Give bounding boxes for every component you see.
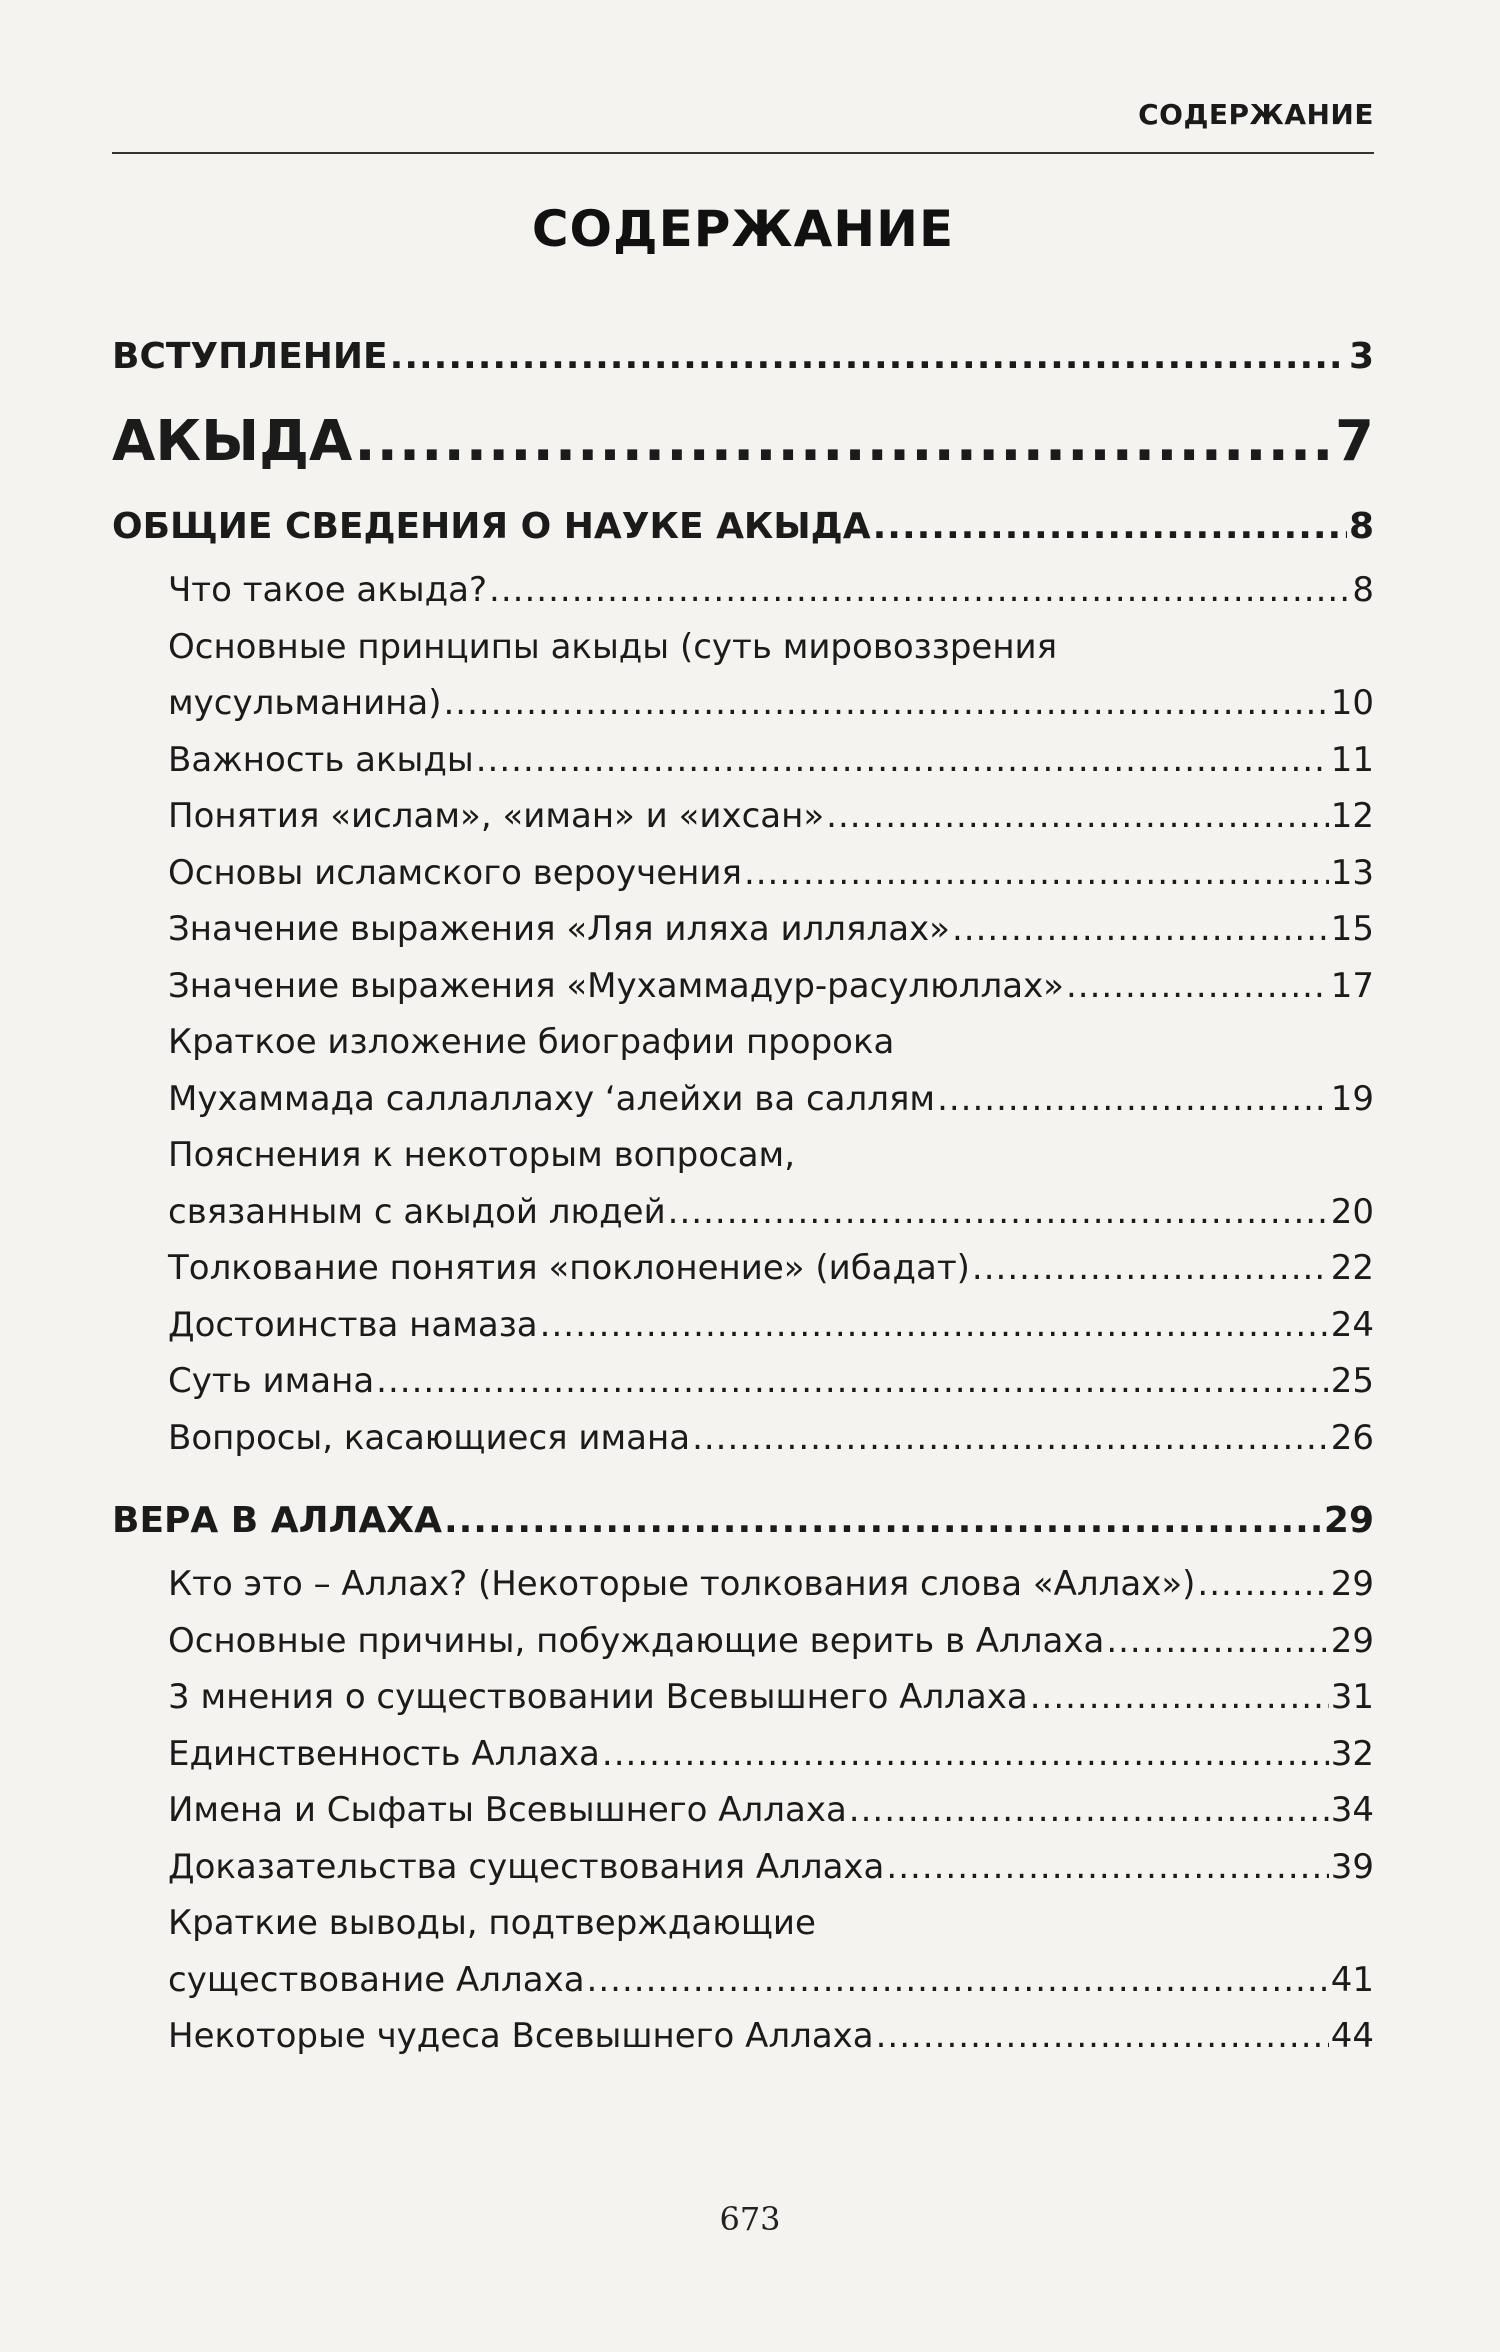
- table-of-contents: [112, 322, 1374, 2065]
- toc-entry-page: 29: [1330, 1564, 1374, 1604]
- toc-entry-page: 8: [1348, 506, 1374, 547]
- toc-entry-title: Важность акыды: [168, 739, 474, 780]
- toc-entry-title: Значение выражения «Мухаммадур-расулюллах»: [168, 965, 1064, 1006]
- toc-entry-page: 26: [1330, 1417, 1374, 1458]
- header-rule: [112, 152, 1374, 154]
- toc-entry-title: Мухаммада саллаллаху ‘алейхи ва саллям: [168, 1078, 936, 1119]
- toc-entry: [112, 2008, 1374, 2065]
- toc-entry-title: существование Аллаха: [168, 1959, 585, 2000]
- toc-entry-title: АКЫДА: [112, 409, 353, 474]
- toc-leader: [952, 901, 1329, 958]
- toc-entry-title: Толкование понятия «поклонение» (ибадат): [168, 1248, 970, 1288]
- toc-entry-page: 44: [1330, 2016, 1374, 2056]
- toc-entry-first-line: Основные принципы акыды (суть мировоззрения: [168, 626, 1058, 667]
- toc-entry-title: Основы исламского вероучения: [168, 852, 742, 893]
- toc-leader: [876, 2008, 1329, 2065]
- toc-leader: [354, 392, 1333, 492]
- toc-leader: [476, 732, 1329, 789]
- toc-entry: [112, 1613, 1374, 1670]
- toc-entry-page: 22: [1330, 1248, 1374, 1288]
- toc-entry-page: 24: [1330, 1304, 1374, 1345]
- toc-entry: [112, 1839, 1374, 1896]
- toc-entry-title: Суть имана: [168, 1361, 375, 1401]
- toc-entry: [112, 1410, 1374, 1467]
- toc-entry-page: 13: [1330, 852, 1374, 893]
- toc-leader: [444, 675, 1329, 732]
- running-header: СОДЕРЖАНИЕ: [1138, 98, 1374, 131]
- toc-entry-first-line: Пояснения к некоторым вопросам,: [168, 1135, 796, 1175]
- toc-entry-page: 29: [1330, 1620, 1374, 1661]
- toc-leader: [1197, 1556, 1328, 1613]
- toc-entry-part: [112, 392, 1374, 492]
- toc-entry-title: Что такое акыда?: [168, 570, 488, 610]
- toc-entry-title: Имена и Сыфаты Всевышнего Аллаха: [168, 1790, 847, 1830]
- toc-entry-page: 7: [1335, 409, 1374, 474]
- toc-leader: [873, 492, 1347, 562]
- toc-entry-page: 19: [1330, 1078, 1374, 1119]
- toc-entry-page: 34: [1330, 1790, 1374, 1830]
- toc-entry: [112, 1184, 1374, 1241]
- toc-leader: [1106, 1613, 1328, 1670]
- toc-entry-first-line: Краткое изложение биографии пророка: [168, 1022, 895, 1062]
- toc-leader: [444, 1486, 1322, 1556]
- toc-entry: [112, 1353, 1374, 1410]
- toc-leader: [972, 1240, 1329, 1297]
- toc-leader: [744, 845, 1329, 902]
- toc-leader: [390, 322, 1347, 392]
- toc-entry-title: Достоинства намаза: [168, 1304, 538, 1345]
- toc-entry-page: 17: [1330, 965, 1374, 1006]
- toc-entry-page: 8: [1352, 570, 1374, 610]
- toc-entry-page: 11: [1330, 739, 1374, 780]
- toc-entry-title: Единственность Аллаха: [168, 1733, 600, 1774]
- toc-entry-page: 39: [1330, 1846, 1374, 1887]
- toc-entry-page: 15: [1330, 909, 1374, 949]
- toc-entry-page: 29: [1323, 1500, 1374, 1541]
- toc-entry: [112, 901, 1374, 958]
- toc-leader: [826, 788, 1329, 845]
- toc-entry-title: Некоторые чудеса Всевышнего Аллаха: [168, 2016, 874, 2056]
- toc-entry: [112, 1556, 1374, 1613]
- toc-leader: [692, 1410, 1329, 1467]
- toc-entry: [112, 1782, 1374, 1839]
- toc-leader: [886, 1839, 1328, 1896]
- toc-entry-section: [112, 492, 1374, 562]
- toc-entry-section: [112, 1486, 1374, 1556]
- toc-entry-page: 32: [1330, 1733, 1374, 1774]
- toc-entry: [112, 732, 1374, 789]
- toc-entry-first-line: Краткие выводы, подтверждающие: [168, 1903, 816, 1943]
- toc-entry: [112, 958, 1374, 1015]
- toc-leader: [1066, 958, 1329, 1015]
- toc-leader: [376, 1353, 1329, 1410]
- toc-entry: [112, 788, 1374, 845]
- toc-entry-section: [112, 322, 1374, 392]
- toc-leader: [489, 562, 1350, 619]
- toc-entry-page: 41: [1330, 1959, 1374, 2000]
- toc-leader: [849, 1782, 1329, 1839]
- toc-title: СОДЕРЖАНИЕ: [531, 200, 955, 258]
- page-number: 673: [719, 2200, 781, 2238]
- toc-entry: [112, 675, 1374, 732]
- toc-entry-title: Доказательства существования Аллаха: [168, 1846, 885, 1887]
- toc-leader: [1030, 1669, 1329, 1726]
- toc-entry-title: 3 мнения о существовании Всевышнего Аллаха: [168, 1677, 1028, 1717]
- toc-entry-title: ВЕРА В АЛЛАХА: [112, 1500, 442, 1541]
- toc-entry-title: связанным с акыдой людей: [168, 1191, 666, 1232]
- toc-entry: [112, 1297, 1374, 1354]
- toc-entry: [112, 1240, 1374, 1297]
- toc-entry-title: Кто это – Аллах? (Некоторые толкования слова «Аллах»): [168, 1564, 1196, 1604]
- toc-entry-title: Понятия «ислам», «иман» и «ихсан»: [168, 796, 825, 836]
- toc-entry-title: ОБЩИЕ СВЕДЕНИЯ О НАУКЕ АКЫДА: [112, 506, 871, 547]
- toc-entry-page: 31: [1330, 1677, 1374, 1717]
- toc-leader: [937, 1071, 1329, 1128]
- toc-entry-title: мусульманина): [168, 683, 442, 723]
- toc-entry-page: 10: [1330, 683, 1374, 723]
- toc-entry-page: 20: [1330, 1191, 1374, 1232]
- toc-entry-title: Основные причины, побуждающие верить в Аллаха: [168, 1620, 1105, 1661]
- toc-leader: [540, 1297, 1329, 1354]
- toc-entry-page: 12: [1330, 796, 1374, 836]
- toc-entry: [112, 1669, 1374, 1726]
- toc-entry-title: Вопросы, касающиеся имана: [168, 1417, 691, 1458]
- toc-leader: [668, 1184, 1329, 1241]
- toc-leader: [587, 1952, 1329, 2009]
- toc-entry-page: 3: [1348, 336, 1374, 377]
- toc-entry-page: 25: [1330, 1361, 1374, 1401]
- toc-leader: [602, 1726, 1329, 1783]
- toc-entry: [112, 845, 1374, 902]
- toc-entry: [112, 1071, 1374, 1128]
- toc-entry: [112, 562, 1374, 619]
- toc-entry-title: Значение выражения «Ляя иляха иллялах»: [168, 909, 950, 949]
- toc-entry-title: ВСТУПЛЕНИЕ: [112, 336, 388, 377]
- toc-entry: [112, 1952, 1374, 2009]
- toc-entry: [112, 1726, 1374, 1783]
